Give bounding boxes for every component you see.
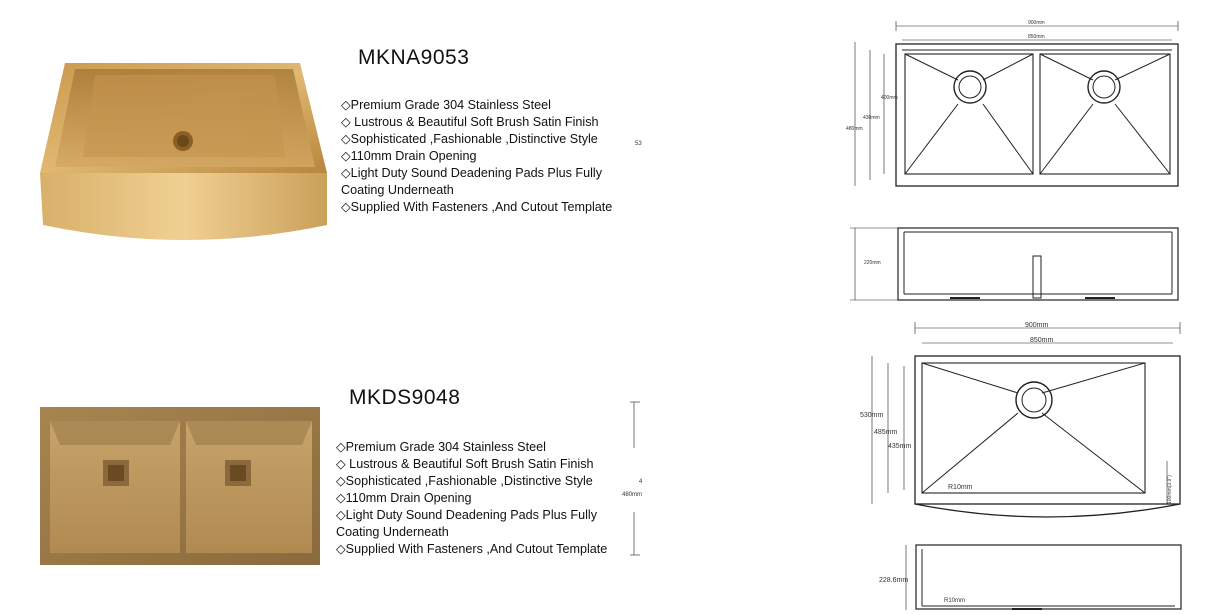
product-2-features	[336, 439, 607, 558]
dim-400: 400mm	[881, 95, 898, 101]
farmhouse-sink-image	[35, 55, 330, 247]
dim-100: 100mm(3.9")	[1167, 475, 1173, 504]
feature-line: ◇Light Duty Sound Deadening Pads Plus Fully	[341, 166, 603, 180]
product-2-dimension-line	[628, 400, 648, 560]
feature-line: ◇Sophisticated ,Fashionable ,Distinctive Style	[341, 132, 598, 146]
feature-line: ◇ Lustrous & Beautiful Soft Brush Satin Finish	[341, 115, 599, 129]
radius-label: R10mm	[948, 484, 973, 491]
double-bowl-side-drawing	[850, 222, 1185, 304]
feature-line: ◇Supplied With Fasteners ,And Cutout Template	[341, 200, 613, 214]
feature-line: Coating Underneath	[341, 183, 454, 197]
dim-850-b: 850mm	[1030, 337, 1054, 344]
dim-485: 485mm	[874, 429, 898, 436]
single-bowl-side-drawing	[872, 540, 1185, 612]
double-bowl-plan-drawing	[846, 14, 1185, 189]
product-2-side-mark-bottom: 480mm	[622, 492, 643, 498]
double-bowl-sink-image	[38, 405, 323, 570]
radius-side-label: R10mm	[944, 598, 966, 604]
dim-850: 850mm	[1028, 34, 1045, 40]
feature-line: ◇ Lustrous & Beautiful Soft Brush Satin Finish	[336, 457, 594, 471]
dim-480: 480mm	[846, 126, 863, 132]
feature-line: ◇Premium Grade 304 Stainless Steel	[336, 440, 546, 454]
product-1-features	[341, 97, 612, 216]
dim-228: 228.6mm	[879, 577, 909, 584]
feature-line: Coating Underneath	[336, 525, 449, 539]
dim-530: 530mm	[860, 412, 884, 419]
product-2-model: MKDS9048	[349, 386, 461, 409]
feature-line: ◇110mm Drain Opening	[341, 149, 477, 163]
dim-435: 435mm	[888, 443, 912, 450]
feature-line: ◇110mm Drain Opening	[336, 491, 472, 505]
dim-220: 220mm	[864, 260, 881, 266]
product-1-side-mark: 53	[635, 141, 642, 147]
feature-line: ◇Supplied With Fasteners ,And Cutout Template	[336, 542, 608, 556]
single-bowl-plan-drawing	[860, 318, 1185, 518]
feature-line: ◇Premium Grade 304 Stainless Steel	[341, 98, 551, 112]
feature-line: ◇Light Duty Sound Deadening Pads Plus Fully	[336, 508, 598, 522]
product-2-side-mark-top: 4	[639, 479, 643, 485]
dim-900: 900mm	[1028, 20, 1045, 26]
feature-line: ◇Sophisticated ,Fashionable ,Distinctive Style	[336, 474, 593, 488]
dim-430: 430mm	[863, 115, 880, 121]
product-1-model: MKNA9053	[358, 46, 470, 69]
dim-900-b: 900mm	[1025, 322, 1049, 329]
